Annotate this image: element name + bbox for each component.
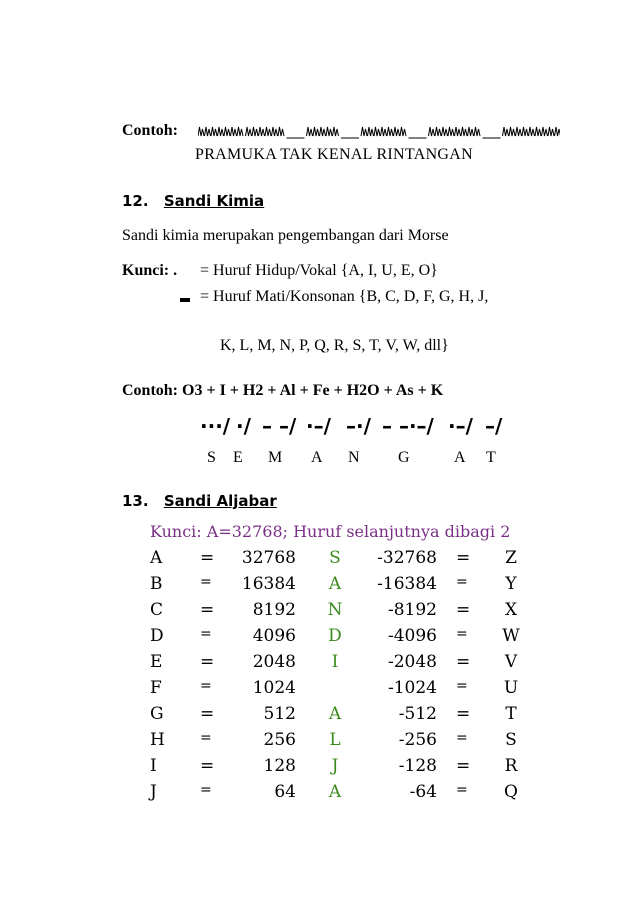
- row-6-negative-value: -1024: [387, 678, 437, 698]
- row-1-code-letter: S: [329, 548, 341, 568]
- row-7-value: 512: [263, 704, 296, 724]
- row-3-equals-right: =: [456, 600, 471, 620]
- row-4-equals-left: =: [200, 626, 212, 642]
- row-10-value: 64: [274, 782, 296, 802]
- row-6-letter: F: [150, 678, 162, 698]
- row-7-negative-value: -512: [398, 704, 437, 724]
- row-10-equals-right: =: [456, 782, 468, 798]
- row-2-equals-left: =: [200, 574, 212, 590]
- row-10-code-letter: A: [328, 782, 342, 802]
- row-10-reverse-letter: Q: [504, 782, 518, 802]
- row-6-reverse-letter: U: [503, 678, 519, 698]
- row-5-value: 2048: [252, 652, 296, 672]
- row-2-letter: B: [150, 574, 163, 594]
- section-13-heading: [122, 492, 277, 510]
- morse-code-6: – –·–/: [382, 414, 434, 438]
- row-9-equals-right: =: [456, 756, 471, 776]
- row-4-equals-right: =: [456, 626, 468, 642]
- row-9-equals-left: =: [200, 756, 215, 776]
- row-7-equals-left: =: [200, 704, 215, 724]
- row-7-reverse-letter: T: [505, 704, 517, 724]
- row-2-negative-value: -16384: [377, 574, 437, 594]
- row-1-letter: A: [150, 548, 163, 568]
- decoded-letter-2: E: [233, 449, 243, 466]
- row-8-code-letter: L: [329, 730, 341, 750]
- row-5-code-letter: I: [331, 652, 339, 672]
- row-10-negative-value: -64: [409, 782, 437, 802]
- row-9-code-letter: J: [331, 756, 339, 776]
- row-3-code-letter: N: [327, 600, 343, 620]
- row-5-equals-right: =: [456, 652, 471, 672]
- section-13-number: 13.: [122, 492, 149, 510]
- row-8-equals-right: =: [456, 730, 468, 746]
- row-4-value: 4096: [252, 626, 296, 646]
- key-label: Kunci: .: [122, 262, 178, 279]
- section-13-title: Sandi Aljabar: [163, 492, 277, 510]
- row-10-letter: J: [150, 782, 157, 802]
- decoded-text: PRAMUKA TAK KENAL RINTANGAN: [195, 146, 473, 163]
- row-6-equals-left: =: [200, 678, 212, 694]
- section-12-title: Sandi Kimia: [163, 192, 265, 210]
- row-3-equals-left: =: [200, 600, 215, 620]
- row-2-reverse-letter: Y: [505, 574, 517, 594]
- decoded-letter-3: M: [268, 449, 283, 466]
- decoded-letter-8: T: [486, 449, 496, 466]
- row-3-reverse-letter: X: [504, 600, 518, 620]
- row-6-value: 1024: [252, 678, 296, 698]
- example-formula: Contoh: O3 + I + H2 + Al + Fe + H2O + As + K: [122, 382, 444, 399]
- morse-code-3: – –/: [262, 414, 297, 438]
- morse-code-8: –/: [485, 414, 503, 438]
- section-12-heading: [122, 192, 264, 210]
- row-5-reverse-letter: V: [504, 652, 518, 672]
- section-12-number: 12.: [122, 192, 149, 210]
- row-3-negative-value: -8192: [387, 600, 437, 620]
- row-8-letter: H: [150, 730, 165, 750]
- row-2-equals-right: =: [456, 574, 468, 590]
- morse-code-1: ···/: [200, 414, 231, 438]
- decoded-letter-6: G: [398, 449, 410, 466]
- row-7-letter: G: [150, 704, 164, 724]
- row-1-negative-value: -32768: [377, 548, 437, 568]
- row-8-reverse-letter: S: [505, 730, 517, 750]
- row-9-negative-value: -128: [398, 756, 437, 776]
- row-8-value: 256: [263, 730, 296, 750]
- example-label: Contoh:: [122, 122, 179, 139]
- row-4-letter: D: [150, 626, 164, 646]
- row-7-code-letter: A: [328, 704, 342, 724]
- decoded-letter-4: A: [311, 449, 323, 466]
- row-4-negative-value: -4096: [387, 626, 437, 646]
- row-9-letter: I: [150, 756, 157, 776]
- key-dash-text: = Huruf Mati/Konsonan {B, C, D, F, G, H, J,: [200, 288, 489, 305]
- wave-code-glyphs: [198, 124, 560, 140]
- row-1-value: 32768: [241, 548, 296, 568]
- row-5-letter: E: [150, 652, 163, 672]
- morse-code-4: ·–/: [306, 414, 331, 438]
- row-1-reverse-letter: Z: [505, 548, 517, 568]
- row-1-equals-left: =: [200, 548, 215, 568]
- row-10-equals-left: =: [200, 782, 212, 798]
- row-2-value: 16384: [241, 574, 296, 594]
- morse-code-2: ·/: [236, 414, 251, 438]
- row-4-reverse-letter: W: [502, 626, 520, 646]
- decoded-letter-5: N: [348, 449, 360, 466]
- key-dot-text: = Huruf Hidup/Vokal {A, I, U, E, O}: [200, 262, 438, 279]
- row-8-equals-left: =: [200, 730, 212, 746]
- algebra-key: Kunci: A=32768; Huruf selanjutnya dibagi 2: [150, 522, 511, 541]
- row-5-equals-left: =: [200, 652, 215, 672]
- morse-code-5: –·/: [346, 414, 371, 438]
- row-9-value: 128: [263, 756, 296, 776]
- row-5-negative-value: -2048: [387, 652, 437, 672]
- key-dash-continued: K, L, M, N, P, Q, R, S, T, V, W, dll}: [220, 337, 449, 354]
- row-9-reverse-letter: R: [504, 756, 518, 776]
- decoded-letter-1: S: [207, 449, 216, 466]
- decoded-letter-7: A: [454, 449, 466, 466]
- row-2-code-letter: A: [328, 574, 342, 594]
- row-3-letter: C: [150, 600, 164, 620]
- row-6-equals-right: =: [456, 678, 468, 694]
- row-4-code-letter: D: [328, 626, 342, 646]
- section-12-description: Sandi kimia merupakan pengembangan dari Morse: [122, 227, 449, 244]
- row-7-equals-right: =: [456, 704, 471, 724]
- dash-symbol-icon: [180, 298, 190, 302]
- row-8-negative-value: -256: [398, 730, 437, 750]
- row-3-value: 8192: [252, 600, 296, 620]
- morse-code-7: ·–/: [448, 414, 473, 438]
- row-1-equals-right: =: [456, 548, 471, 568]
